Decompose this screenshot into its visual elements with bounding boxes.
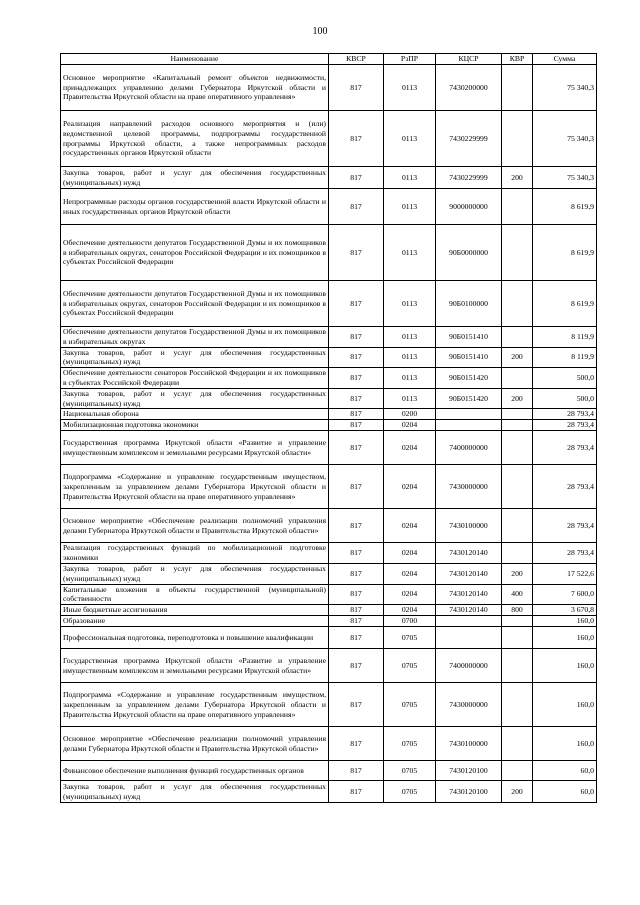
cell-name: Иные бюджетные ассигнования: [61, 605, 329, 616]
cell-sum: 3 670,8: [533, 605, 597, 616]
cell-name: Непрограммные расходы органов государственной власти Иркутской области и иных государственных органов Иркутской области: [61, 189, 329, 225]
cell-kvsr: 817: [329, 409, 384, 420]
cell-rzpr: 0113: [384, 65, 436, 111]
cell-kvsr: 817: [329, 627, 384, 649]
cell-rzpr: 0113: [384, 347, 436, 368]
cell-rzpr: 0204: [384, 509, 436, 543]
cell-kvr: [502, 225, 533, 281]
cell-kvsr: 817: [329, 584, 384, 605]
cell-kvr: [502, 431, 533, 465]
cell-sum: 28 793,4: [533, 409, 597, 420]
table-row: [61, 167, 597, 189]
cell-kvsr: 817: [329, 281, 384, 327]
table-body: [61, 65, 597, 803]
cell-name: Закупка товаров, работ и услуг для обеспечения государственных (муниципальных) нужд: [61, 781, 329, 803]
cell-kcsr: 7400000000: [436, 431, 502, 465]
cell-kvsr: 817: [329, 420, 384, 431]
cell-kvr: [502, 189, 533, 225]
cell-kvr: [502, 627, 533, 649]
cell-sum: 160,0: [533, 616, 597, 627]
cell-name: Обеспечение деятельности депутатов Государственной Думы и их помощников в избирательных округах, сенаторов Российской Федерации и их помощников в субъектах Российской Федерации: [61, 225, 329, 281]
cell-kvr: 200: [502, 388, 533, 409]
cell-rzpr: 0705: [384, 627, 436, 649]
cell-sum: 28 793,4: [533, 431, 597, 465]
cell-rzpr: 0200: [384, 409, 436, 420]
cell-kcsr: 7430000000: [436, 683, 502, 727]
cell-kvsr: 817: [329, 189, 384, 225]
cell-kvr: [502, 281, 533, 327]
cell-kcsr: 7430229999: [436, 111, 502, 167]
cell-kvsr: 817: [329, 167, 384, 189]
table-row: [61, 563, 597, 584]
cell-kvr: [502, 761, 533, 781]
cell-kvsr: 817: [329, 683, 384, 727]
cell-kvr: [502, 409, 533, 420]
cell-sum: 8 619,9: [533, 189, 597, 225]
cell-kvr: [502, 727, 533, 761]
cell-kcsr: 90Б0100000: [436, 281, 502, 327]
cell-kvsr: 817: [329, 65, 384, 111]
cell-sum: 28 793,4: [533, 509, 597, 543]
table-row: [61, 327, 597, 348]
cell-sum: 8 119,9: [533, 347, 597, 368]
cell-kvr: [502, 509, 533, 543]
cell-sum: 160,0: [533, 627, 597, 649]
table-row: [61, 189, 597, 225]
cell-kcsr: 90Б0151410: [436, 327, 502, 348]
cell-kvr: [502, 683, 533, 727]
cell-rzpr: 0113: [384, 281, 436, 327]
table-row: [61, 627, 597, 649]
cell-rzpr: 0204: [384, 584, 436, 605]
cell-rzpr: 0113: [384, 225, 436, 281]
cell-kvsr: 817: [329, 368, 384, 389]
cell-kvr: [502, 65, 533, 111]
cell-kvr: [502, 649, 533, 683]
cell-kvsr: 817: [329, 616, 384, 627]
cell-kcsr: 7430120100: [436, 781, 502, 803]
cell-kvr: 200: [502, 563, 533, 584]
cell-kcsr: 7400000000: [436, 649, 502, 683]
cell-kvsr: 817: [329, 649, 384, 683]
cell-kvr: [502, 420, 533, 431]
cell-sum: 17 522,6: [533, 563, 597, 584]
table-row: [61, 616, 597, 627]
cell-name: Национальная оборона: [61, 409, 329, 420]
cell-kvsr: 817: [329, 327, 384, 348]
cell-kcsr: [436, 409, 502, 420]
cell-kvr: [502, 327, 533, 348]
table-row: [61, 605, 597, 616]
cell-sum: 60,0: [533, 761, 597, 781]
cell-rzpr: 0113: [384, 189, 436, 225]
column-header-kvsr: КВСР: [329, 54, 384, 65]
cell-sum: 7 600,0: [533, 584, 597, 605]
cell-kcsr: 7430100000: [436, 727, 502, 761]
cell-rzpr: 0113: [384, 167, 436, 189]
cell-kcsr: [436, 616, 502, 627]
cell-name: Обеспечение деятельности депутатов Государственной Думы и их помощников в избирательных округах: [61, 327, 329, 348]
cell-name: Основное мероприятие «Обеспечение реализации полномочий управления делами Губернатора Иркутской области и Правительства Иркутской области»: [61, 727, 329, 761]
cell-kvr: 800: [502, 605, 533, 616]
cell-name: Основное мероприятие «Обеспечение реализации полномочий управления делами Губернатора Иркутской области и Правительства Иркутской области»: [61, 509, 329, 543]
cell-kvsr: 817: [329, 111, 384, 167]
cell-rzpr: 0204: [384, 431, 436, 465]
cell-kcsr: 7430000000: [436, 465, 502, 509]
cell-name: Капитальные вложения в объекты государственной (муниципальной) собственности: [61, 584, 329, 605]
table-row: [61, 584, 597, 605]
cell-kvsr: 817: [329, 388, 384, 409]
budget-table: [60, 53, 597, 803]
table-row: [61, 431, 597, 465]
cell-kcsr: 7430120140: [436, 543, 502, 564]
table-row: [61, 761, 597, 781]
cell-rzpr: 0113: [384, 368, 436, 389]
table-row: [61, 683, 597, 727]
table-row: [61, 368, 597, 389]
cell-name: Реализация направлений расходов основного мероприятия и (или) ведомственной целевой программы, подпрограммы государственной программы Иркутской области, а также непрограммных расходов государственных органов Иркутской области: [61, 111, 329, 167]
cell-kvr: [502, 368, 533, 389]
cell-rzpr: 0204: [384, 420, 436, 431]
cell-name: Подпрограмма «Содержание и управление государственным имуществом, закрепленным за управлением делами Губернатора Иркутской области и Правительства Иркутской области на праве оперативного управления»: [61, 465, 329, 509]
cell-rzpr: 0204: [384, 465, 436, 509]
cell-kvsr: 817: [329, 509, 384, 543]
cell-rzpr: 0705: [384, 761, 436, 781]
cell-sum: 160,0: [533, 683, 597, 727]
cell-sum: 28 793,4: [533, 420, 597, 431]
table-row: [61, 347, 597, 368]
cell-rzpr: 0204: [384, 605, 436, 616]
cell-sum: 28 793,4: [533, 543, 597, 564]
table-row: [61, 409, 597, 420]
cell-name: Профессиональная подготовка, переподготовка и повышение квалификации: [61, 627, 329, 649]
table-row: [61, 781, 597, 803]
cell-kvr: [502, 616, 533, 627]
column-header-kvr: КВР: [502, 54, 533, 65]
cell-kcsr: 9000000000: [436, 189, 502, 225]
cell-rzpr: 0705: [384, 649, 436, 683]
cell-name: Обеспечение деятельности депутатов Государственной Думы и их помощников в избирательных округах, сенаторов Российской Федерации и их помощников в субъектах Российской Федерации: [61, 281, 329, 327]
cell-kcsr: 90Б0151410: [436, 347, 502, 368]
table-row: [61, 225, 597, 281]
cell-kvsr: 817: [329, 465, 384, 509]
cell-sum: 8 619,9: [533, 281, 597, 327]
cell-kcsr: 7430120100: [436, 761, 502, 781]
cell-rzpr: 0705: [384, 781, 436, 803]
page-number: 100: [312, 26, 328, 37]
table-row: [61, 543, 597, 564]
table-row: [61, 465, 597, 509]
cell-kcsr: 7430120140: [436, 563, 502, 584]
table-row: [61, 281, 597, 327]
cell-name: Основное мероприятие «Капитальный ремонт объектов недвижимости, принадлежащих управлению делами Губернатора Иркутской области и Правительства Иркутской области на праве оперативного управления»: [61, 65, 329, 111]
cell-rzpr: 0700: [384, 616, 436, 627]
cell-kcsr: 7430100000: [436, 509, 502, 543]
column-header-kcsr: КЦСР: [436, 54, 502, 65]
table-row: [61, 509, 597, 543]
cell-name: Реализация государственных функций по мобилизационной подготовке экономики: [61, 543, 329, 564]
cell-kcsr: 90Б0151420: [436, 388, 502, 409]
cell-name: Образование: [61, 616, 329, 627]
cell-rzpr: 0705: [384, 683, 436, 727]
cell-name: Государственная программа Иркутской области «Развитие и управление имущественным комплексом и земельными ресурсами Иркутской области»: [61, 431, 329, 465]
table-row: [61, 388, 597, 409]
table-row: [61, 727, 597, 761]
cell-kvr: 400: [502, 584, 533, 605]
cell-name: Подпрограмма «Содержание и управление государственным имуществом, закрепленным за управлением делами Губернатора Иркутской области и Правительства Иркутской области на праве оперативного управления»: [61, 683, 329, 727]
cell-sum: 28 793,4: [533, 465, 597, 509]
cell-rzpr: 0204: [384, 563, 436, 584]
table-header-row: [61, 54, 597, 65]
table-row: [61, 649, 597, 683]
cell-sum: 75 340,3: [533, 111, 597, 167]
cell-sum: 60,0: [533, 781, 597, 803]
cell-kcsr: 7430120140: [436, 605, 502, 616]
table-row: [61, 111, 597, 167]
cell-kvsr: 817: [329, 563, 384, 584]
cell-sum: 8 119,9: [533, 327, 597, 348]
cell-kvsr: 817: [329, 605, 384, 616]
cell-kvsr: 817: [329, 727, 384, 761]
cell-sum: 500,0: [533, 388, 597, 409]
column-header-name: Наименование: [61, 54, 329, 65]
cell-name: Закупка товаров, работ и услуг для обеспечения государственных (муниципальных) нужд: [61, 563, 329, 584]
cell-kcsr: 90Б0000000: [436, 225, 502, 281]
table-row: [61, 65, 597, 111]
cell-kvsr: 817: [329, 543, 384, 564]
cell-name: Обеспечение деятельности сенаторов Российской Федерации и их помощников в субъектах Российской Федерации: [61, 368, 329, 389]
cell-kvr: 200: [502, 781, 533, 803]
cell-rzpr: 0204: [384, 543, 436, 564]
cell-kvr: [502, 111, 533, 167]
cell-kcsr: 7430200000: [436, 65, 502, 111]
cell-name: Закупка товаров, работ и услуг для обеспечения государственных (муниципальных) нужд: [61, 347, 329, 368]
cell-kvr: [502, 465, 533, 509]
cell-kvsr: 817: [329, 347, 384, 368]
column-header-rzpr: РзПР: [384, 54, 436, 65]
cell-name: Государственная программа Иркутской области «Развитие и управление имущественным комплексом и земельными ресурсами Иркутской области»: [61, 649, 329, 683]
cell-kvsr: 817: [329, 431, 384, 465]
cell-rzpr: 0705: [384, 727, 436, 761]
cell-sum: 75 340,3: [533, 167, 597, 189]
cell-sum: 8 619,9: [533, 225, 597, 281]
table-row: [61, 420, 597, 431]
cell-kvsr: 817: [329, 781, 384, 803]
cell-name: Закупка товаров, работ и услуг для обеспечения государственных (муниципальных) нужд: [61, 167, 329, 189]
cell-name: Мобилизационная подготовка экономики: [61, 420, 329, 431]
cell-name: Финансовое обеспечение выполнения функций государственных органов: [61, 761, 329, 781]
cell-sum: 160,0: [533, 649, 597, 683]
cell-rzpr: 0113: [384, 388, 436, 409]
column-header-sum: Сумма: [533, 54, 597, 65]
cell-sum: 160,0: [533, 727, 597, 761]
cell-kcsr: 7430229999: [436, 167, 502, 189]
cell-kvsr: 817: [329, 761, 384, 781]
cell-kvr: 200: [502, 347, 533, 368]
cell-rzpr: 0113: [384, 327, 436, 348]
cell-kvr: [502, 543, 533, 564]
cell-kvsr: 817: [329, 225, 384, 281]
cell-name: Закупка товаров, работ и услуг для обеспечения государственных (муниципальных) нужд: [61, 388, 329, 409]
cell-kvr: 200: [502, 167, 533, 189]
cell-kcsr: [436, 420, 502, 431]
cell-sum: 500,0: [533, 368, 597, 389]
cell-kcsr: 7430120140: [436, 584, 502, 605]
cell-kcsr: 90Б0151420: [436, 368, 502, 389]
cell-kcsr: [436, 627, 502, 649]
cell-sum: 75 340,3: [533, 65, 597, 111]
cell-rzpr: 0113: [384, 111, 436, 167]
